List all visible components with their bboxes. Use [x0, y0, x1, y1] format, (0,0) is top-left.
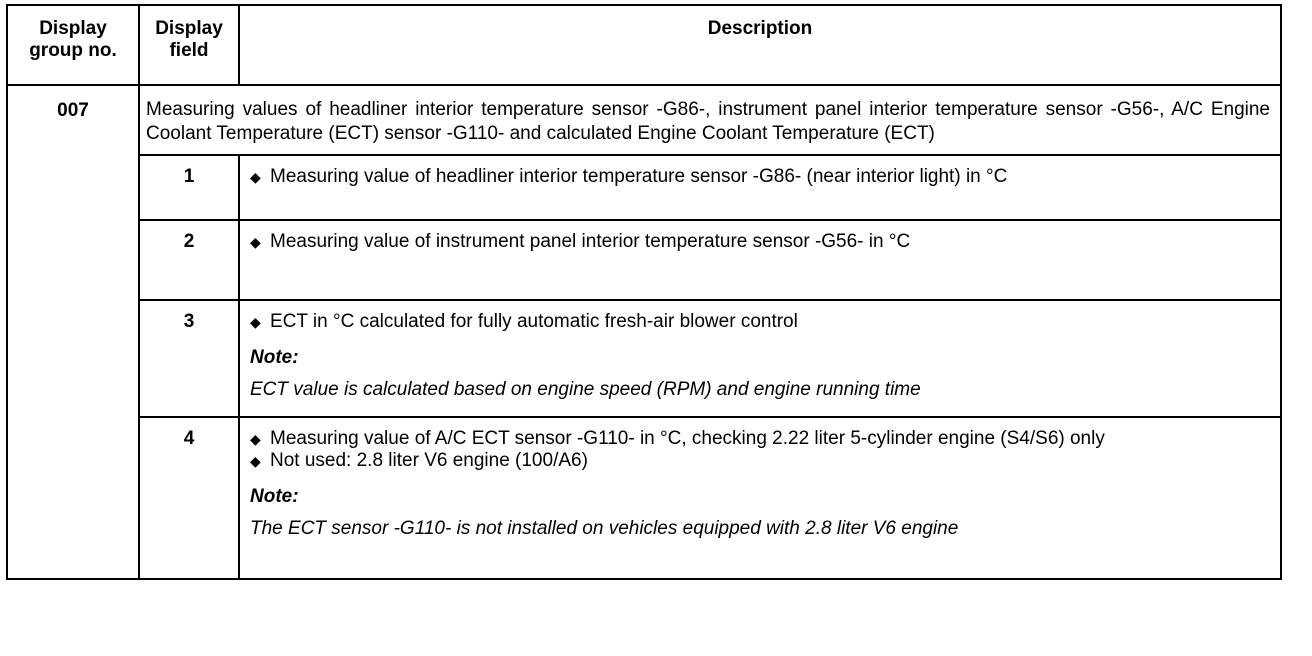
header-description: Description	[239, 5, 1281, 85]
table-row	[7, 300, 1281, 417]
field-number: 3	[139, 300, 239, 417]
group-intro-text: Measuring values of headliner interior temperature sensor -G86-, instrument panel interior temperature sensor -G56-, A/C Engine Coolant Temperature (ECT) sensor -G110- and calculated Engine Coolant Temperature (ECT)	[139, 85, 1281, 155]
diamond-bullet-icon: ◆	[250, 314, 261, 330]
header-field-line1: Display	[155, 18, 223, 39]
note-label: Note:	[250, 347, 299, 368]
bullet-text: Not used: 2.8 liter V6 engine (100/A6)	[270, 450, 588, 471]
bullet-text: Measuring value of A/C ECT sensor -G110- in °C, checking 2.22 liter 5-cylinder engine (S4/S6) only	[270, 428, 1105, 449]
diamond-bullet-icon: ◆	[250, 453, 261, 469]
header-display-field	[139, 5, 239, 85]
header-field-line2: field	[169, 40, 209, 61]
diamond-bullet-icon: ◆	[250, 431, 261, 447]
group-number: 007	[7, 85, 139, 579]
field-number: 1	[139, 155, 239, 220]
list-item	[250, 166, 1270, 188]
header-group-line1: Display	[39, 18, 107, 39]
table-row	[7, 220, 1281, 300]
display-group-table	[6, 4, 1282, 580]
field-number: 2	[139, 220, 239, 300]
field-description	[239, 220, 1281, 300]
note-label: Note:	[250, 486, 299, 507]
header-display-group-no	[7, 5, 139, 85]
bullet-text: Measuring value of instrument panel interior temperature sensor -G56- in °C	[270, 231, 911, 252]
diamond-bullet-icon: ◆	[250, 169, 261, 185]
list-item	[250, 311, 1270, 333]
note-text: The ECT sensor -G110- is not installed on vehicles equipped with 2.8 liter V6 engine	[250, 518, 959, 539]
field-description	[239, 417, 1281, 579]
field-description	[239, 300, 1281, 417]
header-group-line2: group no.	[29, 40, 117, 61]
list-item	[250, 450, 1270, 472]
bullet-text: Measuring value of headliner interior temperature sensor -G86- (near interior light) in °C	[270, 166, 1008, 187]
group-intro-row	[7, 85, 1281, 155]
list-item	[250, 231, 1270, 253]
field-description	[239, 155, 1281, 220]
diamond-bullet-icon: ◆	[250, 234, 261, 250]
table-header-row	[7, 5, 1281, 85]
note-text: ECT value is calculated based on engine speed (RPM) and engine running time	[250, 379, 921, 400]
bullet-text: ECT in °C calculated for fully automatic fresh-air blower control	[270, 311, 798, 332]
field-number: 4	[139, 417, 239, 579]
table-row	[7, 155, 1281, 220]
table-row	[7, 417, 1281, 579]
list-item	[250, 428, 1270, 450]
